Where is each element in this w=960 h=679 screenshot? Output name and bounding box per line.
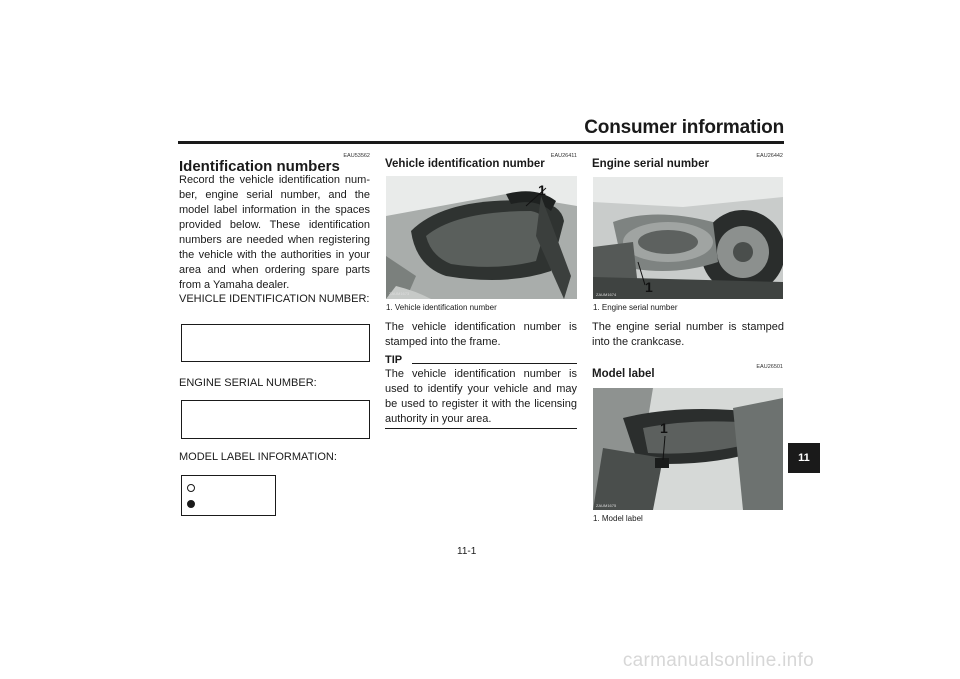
section-code: EAU26442 <box>756 153 783 159</box>
callout-number: 1 <box>645 279 653 295</box>
page-number: 11-1 <box>457 546 477 557</box>
page-header-title: Consumer information <box>584 117 784 138</box>
section-title: Vehicle identification number <box>385 158 545 170</box>
section-code: EAU53562 <box>343 153 370 159</box>
vin-field-label: VEHICLE IDENTIFICATION NUMBER: <box>179 293 370 305</box>
vin-record-box <box>181 324 370 362</box>
photo-caption: 1. Engine serial number <box>593 303 678 312</box>
chapter-tab: 11 <box>788 443 820 473</box>
photo-id: ZAUM1675 <box>596 503 617 508</box>
engine-paragraph: The engine serial number is stamped into the crankcase. <box>592 321 784 348</box>
photo-caption: 1. Model label <box>593 514 643 523</box>
watermark: carmanualsonline.info <box>622 650 814 671</box>
photo-id: ZAUM1673 <box>389 291 410 296</box>
empty-circle-icon <box>187 484 195 492</box>
section-title: Identification numbers <box>179 158 340 175</box>
intro-paragraph: Record the vehicle identification num-ber, engine serial number, and the model label information in the spaces provided below. These identification numbers are needed when registering the vehicle with the authorities in your area and when ordering spare parts from a Yamaha dealer. <box>179 174 370 291</box>
callout-number: 1 <box>660 420 668 436</box>
section-code: EAU26501 <box>756 364 783 370</box>
callout-number: 1 <box>538 182 546 198</box>
model-field-label: MODEL LABEL INFORMATION: <box>179 451 337 463</box>
engine-location-photo <box>593 177 783 299</box>
section-title: Engine serial number <box>592 158 709 170</box>
engine-record-box <box>181 400 370 439</box>
photo-id: ZAUM1674 <box>596 292 617 297</box>
filled-circle-icon <box>187 500 195 508</box>
tip-paragraph: The vehicle identification number is used to identify your vehicle and may be used to register it with the licensing authority in your area. <box>385 368 577 425</box>
model-label-record-box <box>181 475 276 516</box>
tip-divider-bottom <box>385 428 577 429</box>
vin-location-photo <box>386 176 577 299</box>
model-label-location-photo <box>593 388 783 510</box>
photo-caption: 1. Vehicle identification number <box>386 303 497 312</box>
vin-paragraph: The vehicle identification number is stamped into the frame. <box>385 321 577 348</box>
tip-heading: TIP <box>385 354 403 366</box>
tip-divider-top <box>412 363 577 364</box>
engine-field-label: ENGINE SERIAL NUMBER: <box>179 377 317 389</box>
section-code: EAU26411 <box>550 153 577 159</box>
header-divider <box>178 141 784 144</box>
section-title: Model label <box>592 368 655 380</box>
